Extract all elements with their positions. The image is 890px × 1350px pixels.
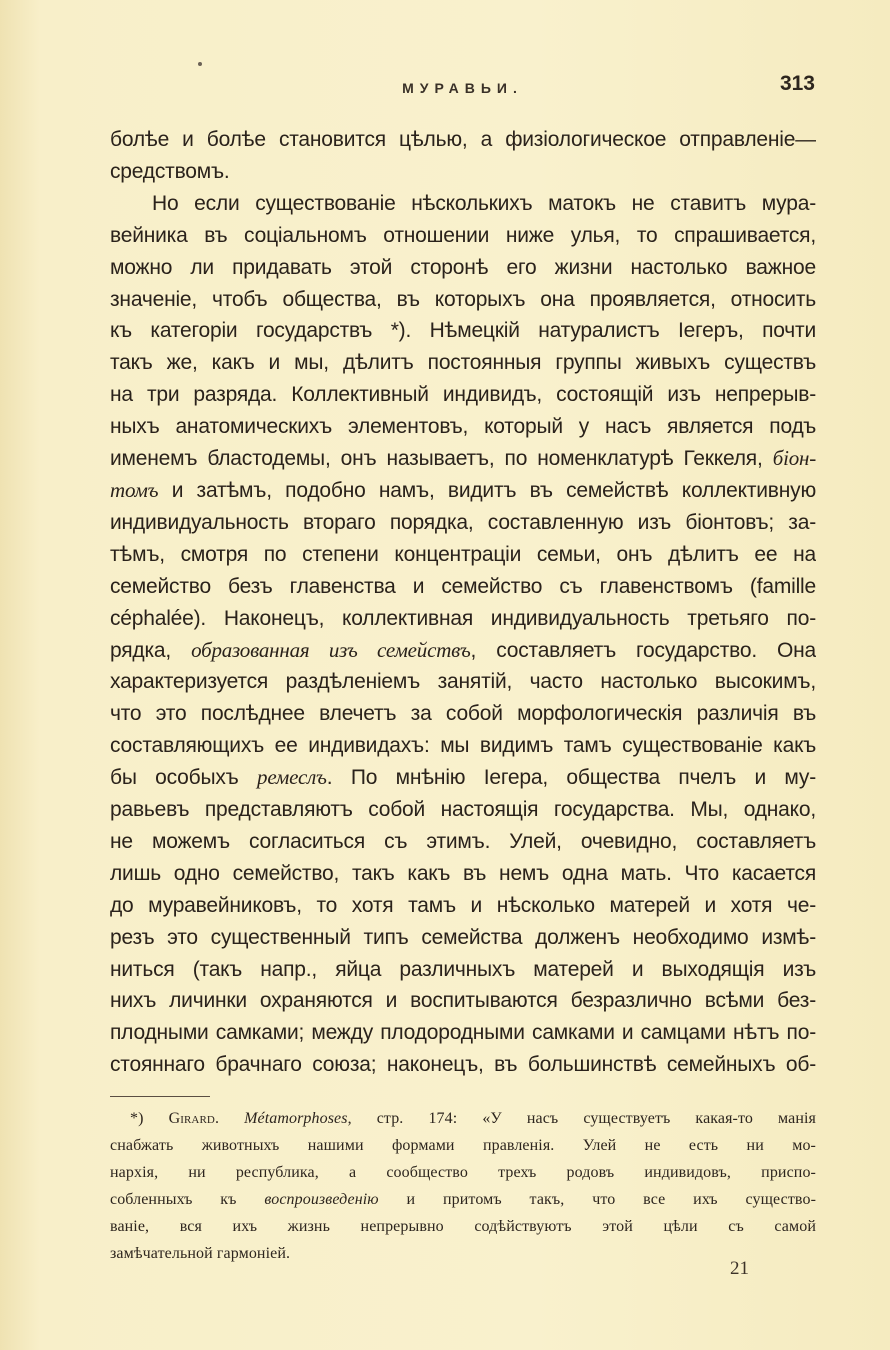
text-line: вейника въ соціальномъ отношении ниже улья, то спрашивается, — [110, 223, 816, 247]
text-line: къ категоріи государствъ *). Нѣмецкій натуралистъ Іегеръ, почти — [110, 319, 816, 343]
text-line: céphalée). Наконецъ, коллективная индивидуальность третьяго по- — [110, 606, 816, 630]
footnote-line: замѣчательной гармоніей. — [110, 1245, 291, 1262]
text-line: значеніе, чтобъ общества, въ которыхъ она проявляется, относить — [110, 287, 816, 311]
text-line: лишь одно семейство, такъ какъ въ немъ одна мать. Что касается — [110, 861, 816, 885]
footnote-line: ваніе, вся ихъ жизнь непрерывно содѣйствуютъ этой цѣли съ самой — [110, 1218, 816, 1235]
text-line: на три разряда. Коллективный индивидъ, состоящій изъ непрерыв- — [110, 383, 816, 407]
text-line: тѣмъ, смотря по степени концентраціи семьи, онъ дѣлитъ ее на — [110, 542, 816, 566]
printer-signature-mark: 21 — [730, 1258, 749, 1279]
text-line — [110, 762, 816, 794]
text-segment: бы особыхъ — [110, 766, 239, 790]
italic-term: біон- — [772, 446, 816, 471]
text-line: составляющихъ ее индивидахъ: мы видимъ тамъ существованіе какъ — [110, 734, 816, 758]
text-line: болѣе и болѣе становится цѣлью, а физіологическое отправленіе— — [110, 128, 816, 151]
footnote-line: нархія, ни республика, а сообщество трехъ родовъ индивидовъ, приспо- — [110, 1164, 816, 1181]
text-segment: , составляетъ государство. Она — [470, 638, 816, 662]
footnote — [110, 1105, 816, 1267]
text-line: семейство безъ главенства и семейство съ главенствомъ (famille — [110, 574, 816, 598]
text-segment: и притомъ такъ, что все ихъ существо- — [406, 1191, 816, 1208]
footnote-marker: *) — [130, 1110, 144, 1127]
page-header — [110, 70, 815, 104]
text-line: средствомъ. — [110, 159, 230, 183]
footnote-line — [110, 1105, 816, 1132]
footnote-line: снабжать животныхъ нашими формами правленія. Улей не есть ни мо- — [110, 1137, 816, 1154]
main-text — [110, 124, 816, 1081]
text-line: нихъ личинки охраняются и воспитываются безразлично всѣми без- — [110, 989, 816, 1013]
text-line: характеризуется раздѣленіемъ занятій, часто настолько высокимъ, — [110, 670, 816, 694]
footnote-line — [110, 1186, 816, 1213]
text-line: ниться (такъ напр., яйца различныхъ матерей и выходящія изъ — [110, 957, 816, 981]
text-line: что это послѣднее влечетъ за собой морфологическія различія въ — [110, 702, 816, 726]
page-number: 313 — [779, 72, 815, 95]
text-segment: . По мнѣнію Іегера, общества пчелъ и му- — [326, 766, 816, 790]
text-segment: и затѣмъ, подобно намъ, видитъ въ семействѣ коллективную — [171, 478, 816, 502]
text-line — [110, 635, 816, 667]
footnote-work-title: Métamorphoses — [244, 1110, 348, 1127]
text-line: резъ это существенный типъ семейства долженъ необходимо измѣ- — [110, 925, 816, 949]
text-segment: собленныхъ къ — [110, 1191, 237, 1208]
text-line: плодными самками; между плодородными самками и самцами нѣтъ по- — [110, 1021, 816, 1045]
text-line: ныхъ анатомическихъ элементовъ, который у насъ является подъ — [110, 415, 816, 439]
text-line: Но если существованіе нѣсколькихъ матокъ не ставитъ мура- — [152, 191, 816, 215]
footnote-author: Girard. — [168, 1110, 220, 1127]
text-segment: рядка, — [110, 638, 172, 662]
text-line: не можемъ согласиться съ этимъ. Улей, очевидно, составляетъ — [110, 829, 816, 853]
footnote-divider — [110, 1096, 210, 1097]
ink-speck — [198, 62, 202, 66]
text-line: такъ же, какъ и мы, дѣлитъ постоянныя группы живыхъ существъ — [110, 351, 816, 375]
text-line — [110, 443, 816, 475]
text-line: можно ли придавать этой сторонѣ его жизни настолько важное — [110, 255, 816, 279]
italic-term: воспроизведенію — [264, 1191, 379, 1208]
text-segment: , стр. 174: «У насъ существуетъ какая-то манія — [347, 1110, 816, 1127]
italic-term: томъ — [110, 477, 159, 502]
text-line: стояннаго брачнаго союза; наконецъ, въ большинствѣ семейныхъ об- — [110, 1053, 816, 1077]
italic-term: ремеслъ — [257, 765, 327, 790]
text-line: равьевъ представляютъ собой настоящія государства. Мы, однако, — [110, 798, 816, 822]
text-line — [110, 475, 816, 507]
text-line: индивидуальность втораго порядка, составленную изъ біонтовъ; за- — [110, 510, 816, 534]
text-line: до муравейниковъ, то хотя тамъ и нѣсколько матерей и хотя че- — [110, 893, 816, 917]
italic-phrase: образованная изъ семействъ — [191, 637, 471, 662]
running-title: МУРАВЬИ. — [402, 80, 523, 96]
text-segment: именемъ бластодемы, онъ называетъ, по номенклатурѣ Геккеля, — [110, 447, 763, 471]
